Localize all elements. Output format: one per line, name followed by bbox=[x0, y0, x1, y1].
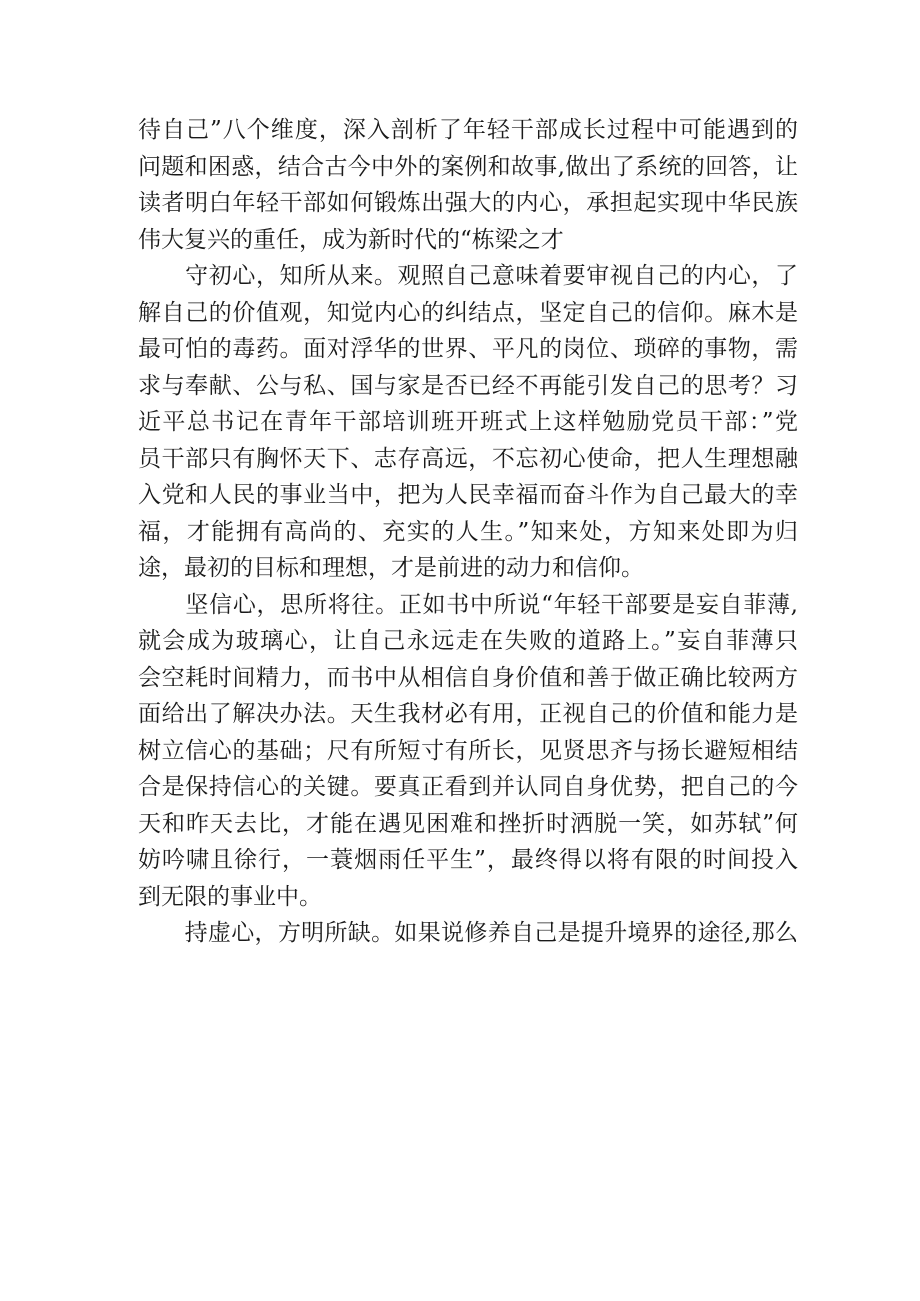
text-line: 会空耗时间精力，而书中从相信自身价值和善于做正确比较两方 bbox=[138, 664, 798, 691]
text-line: 合是保持信心的关键。要真正看到并认同自身优势，把自己的今 bbox=[138, 774, 798, 800]
paragraph-shou-chu-xin bbox=[138, 258, 798, 587]
text-line: 天和昨天去比，才能在遇见困难和挫折时洒脱一笑，如苏轼”何 bbox=[138, 810, 798, 837]
text-line: 最可怕的毒药。面对浮华的世界、平凡的岗位、琐碎的事物，需 bbox=[138, 336, 798, 362]
text-line: 伟大复兴的重任，成为新时代的“栋梁之才 bbox=[138, 226, 564, 253]
paragraph-jian-xin-xin bbox=[138, 587, 798, 916]
text-line: 持虚心，方明所缺。如果说修养自己是提升境界的途径,那么 bbox=[138, 920, 798, 946]
paragraph-chi-xu-xin bbox=[138, 915, 798, 952]
text-line: 解自己的价值观，知觉内心的纠结点，坚定自己的信仰。麻木是 bbox=[138, 299, 798, 326]
text-line: 入党和人民的事业当中，把为人民幸福而奋斗作为自己最大的幸 bbox=[138, 482, 798, 508]
text-line: 员干部只有胸怀天下、志存高远，不忘初心使命，把人生理想融 bbox=[138, 445, 798, 472]
document-body bbox=[138, 112, 798, 952]
text-line: 坚信心，思所将往。正如书中所说“年轻干部要是妄自菲薄, bbox=[138, 591, 798, 618]
text-line: 途，最初的目标和理想，才是前进的动力和信仰。 bbox=[138, 555, 644, 581]
text-line: 就会成为玻璃心，让自己永远走在失败的道路上。”妄自菲薄只 bbox=[138, 628, 798, 654]
text-line: 问题和困惑，结合古今中外的案例和故事,做出了系统的回答，让 bbox=[138, 153, 798, 180]
text-line: 待自己”八个维度，深入剖析了年轻干部成长过程中可能遇到的 bbox=[138, 117, 798, 143]
text-line: 近平总书记在青年干部培训班开班式上这样勉励党员干部：”党 bbox=[138, 409, 798, 435]
text-line: 求与奉献、公与私、国与家是否已经不再能引发自己的思考？习 bbox=[138, 372, 798, 399]
text-line: 到无限的事业中。 bbox=[138, 883, 322, 910]
text-line: 福，才能拥有高尚的、充实的人生。”知来处，方知来处即为归 bbox=[138, 518, 798, 545]
text-line: 面给出了解决办法。天生我材必有用，正视自己的价值和能力是 bbox=[138, 701, 798, 727]
text-line: 树立信心的基础；尺有所短寸有所长，见贤思齐与扬长避短相结 bbox=[138, 737, 798, 764]
text-line: 妨吟啸且徐行，一蓑烟雨任平生”，最终得以将有限的时间投入 bbox=[138, 847, 798, 873]
paragraph-intro-continuation bbox=[138, 112, 798, 258]
text-line: 守初心，知所从来。观照自己意味着要审视自己的内心，了 bbox=[138, 263, 798, 289]
text-line: 读者明白年轻干部如何锻炼出强大的内心，承担起实现中华民族 bbox=[138, 190, 798, 216]
